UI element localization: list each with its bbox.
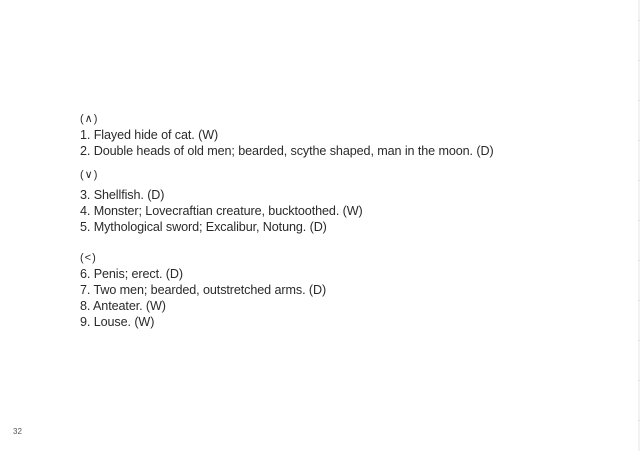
list-item: 6. Penis; erect. (D) — [80, 267, 183, 281]
orientation-marker-left: (<) — [80, 252, 97, 264]
section-left — [80, 250, 620, 330]
list-item: 5. Mythological sword; Excalibur, Notung. (D) — [80, 220, 327, 234]
list-item: 3. Shellfish. (D) — [80, 188, 165, 202]
section-up — [80, 111, 620, 159]
list-item: 7. Two men; bearded, outstretched arms. (D) — [80, 283, 327, 297]
list-item: 1. Flayed hide of cat. (W) — [80, 128, 219, 142]
section-down — [80, 167, 620, 235]
response-list — [80, 111, 620, 330]
orientation-marker-down: (∨) — [80, 169, 99, 181]
list-item: 8. Anteater. (W) — [80, 299, 166, 313]
page-number: 32 — [13, 427, 22, 436]
list-item: 2. Double heads of old men; bearded, scythe shaped, man in the moon. (D) — [80, 144, 494, 158]
list-item: 4. Monster; Lovecraftian creature, bucktoothed. (W) — [80, 204, 363, 218]
list-item: 9. Louse. (W) — [80, 315, 155, 329]
orientation-marker-up: (∧) — [80, 113, 99, 125]
